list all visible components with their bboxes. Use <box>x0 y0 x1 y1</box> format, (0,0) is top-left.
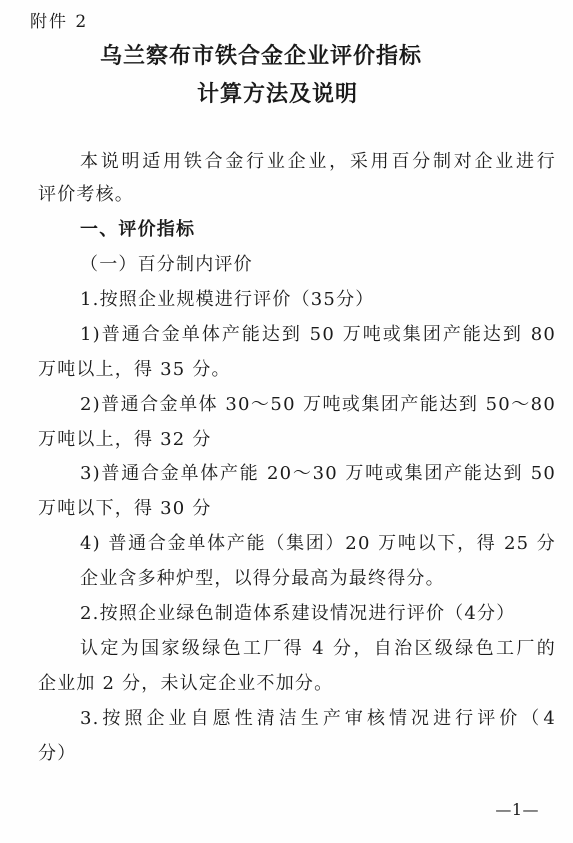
item1-rule1-line-2: 万吨以上，得 35 分。 <box>38 359 231 380</box>
document-title-line-1: 乌兰察布市铁合金企业评价指标 <box>100 44 423 69</box>
item3-heading-line-1: 3.按照企业自愿性清洁生产审核情况进行评价（4 <box>80 708 556 729</box>
page-number: —1— <box>495 800 539 819</box>
section-heading-evaluation-indicators: 一、评价指标 <box>80 219 196 240</box>
item1-rule3-line-2: 万吨以下，得 30 分 <box>38 498 212 519</box>
item1-rule4-line-2: 企业含多种炉型，以得分最高为最终得分。 <box>80 568 445 589</box>
intro-paragraph-line-2: 评价考核。 <box>38 184 134 205</box>
item1-rule3-line-1: 3)普通合金单体产能 20～30 万吨或集团产能达到 50 <box>80 463 556 484</box>
intro-paragraph-line-1: 本说明适用铁合金行业企业，采用百分制对企业进行 <box>80 151 556 172</box>
item1-rule1-line-1: 1)普通合金单体产能达到 50 万吨或集团产能达到 80 <box>80 324 556 345</box>
item1-rule4-line-1: 4) 普通合金单体产能（集团）20 万吨以下，得 25 分 <box>80 533 556 554</box>
attachment-label: 附件 2 <box>30 12 89 32</box>
subsection-heading-percentage-evaluation: （一）百分制内评价 <box>80 254 253 275</box>
item2-text-line-2: 企业加 2 分，未认定企业不加分。 <box>38 673 334 694</box>
item1-rule2-line-1: 2)普通合金单体 30～50 万吨或集团产能达到 50～80 <box>80 394 556 415</box>
item1-rule2-line-2: 万吨以上，得 32 分 <box>38 429 212 450</box>
item3-heading-line-2: 分） <box>38 743 77 764</box>
item2-text-line-1: 认定为国家级绿色工厂得 4 分，自治区级绿色工厂的 <box>80 638 556 659</box>
item2-heading: 2.按照企业绿色制造体系建设情况进行评价（4分） <box>80 603 516 624</box>
document-title-line-2: 计算方法及说明 <box>197 82 359 107</box>
item1-heading: 1.按照企业规模进行评价（35分） <box>80 289 375 310</box>
